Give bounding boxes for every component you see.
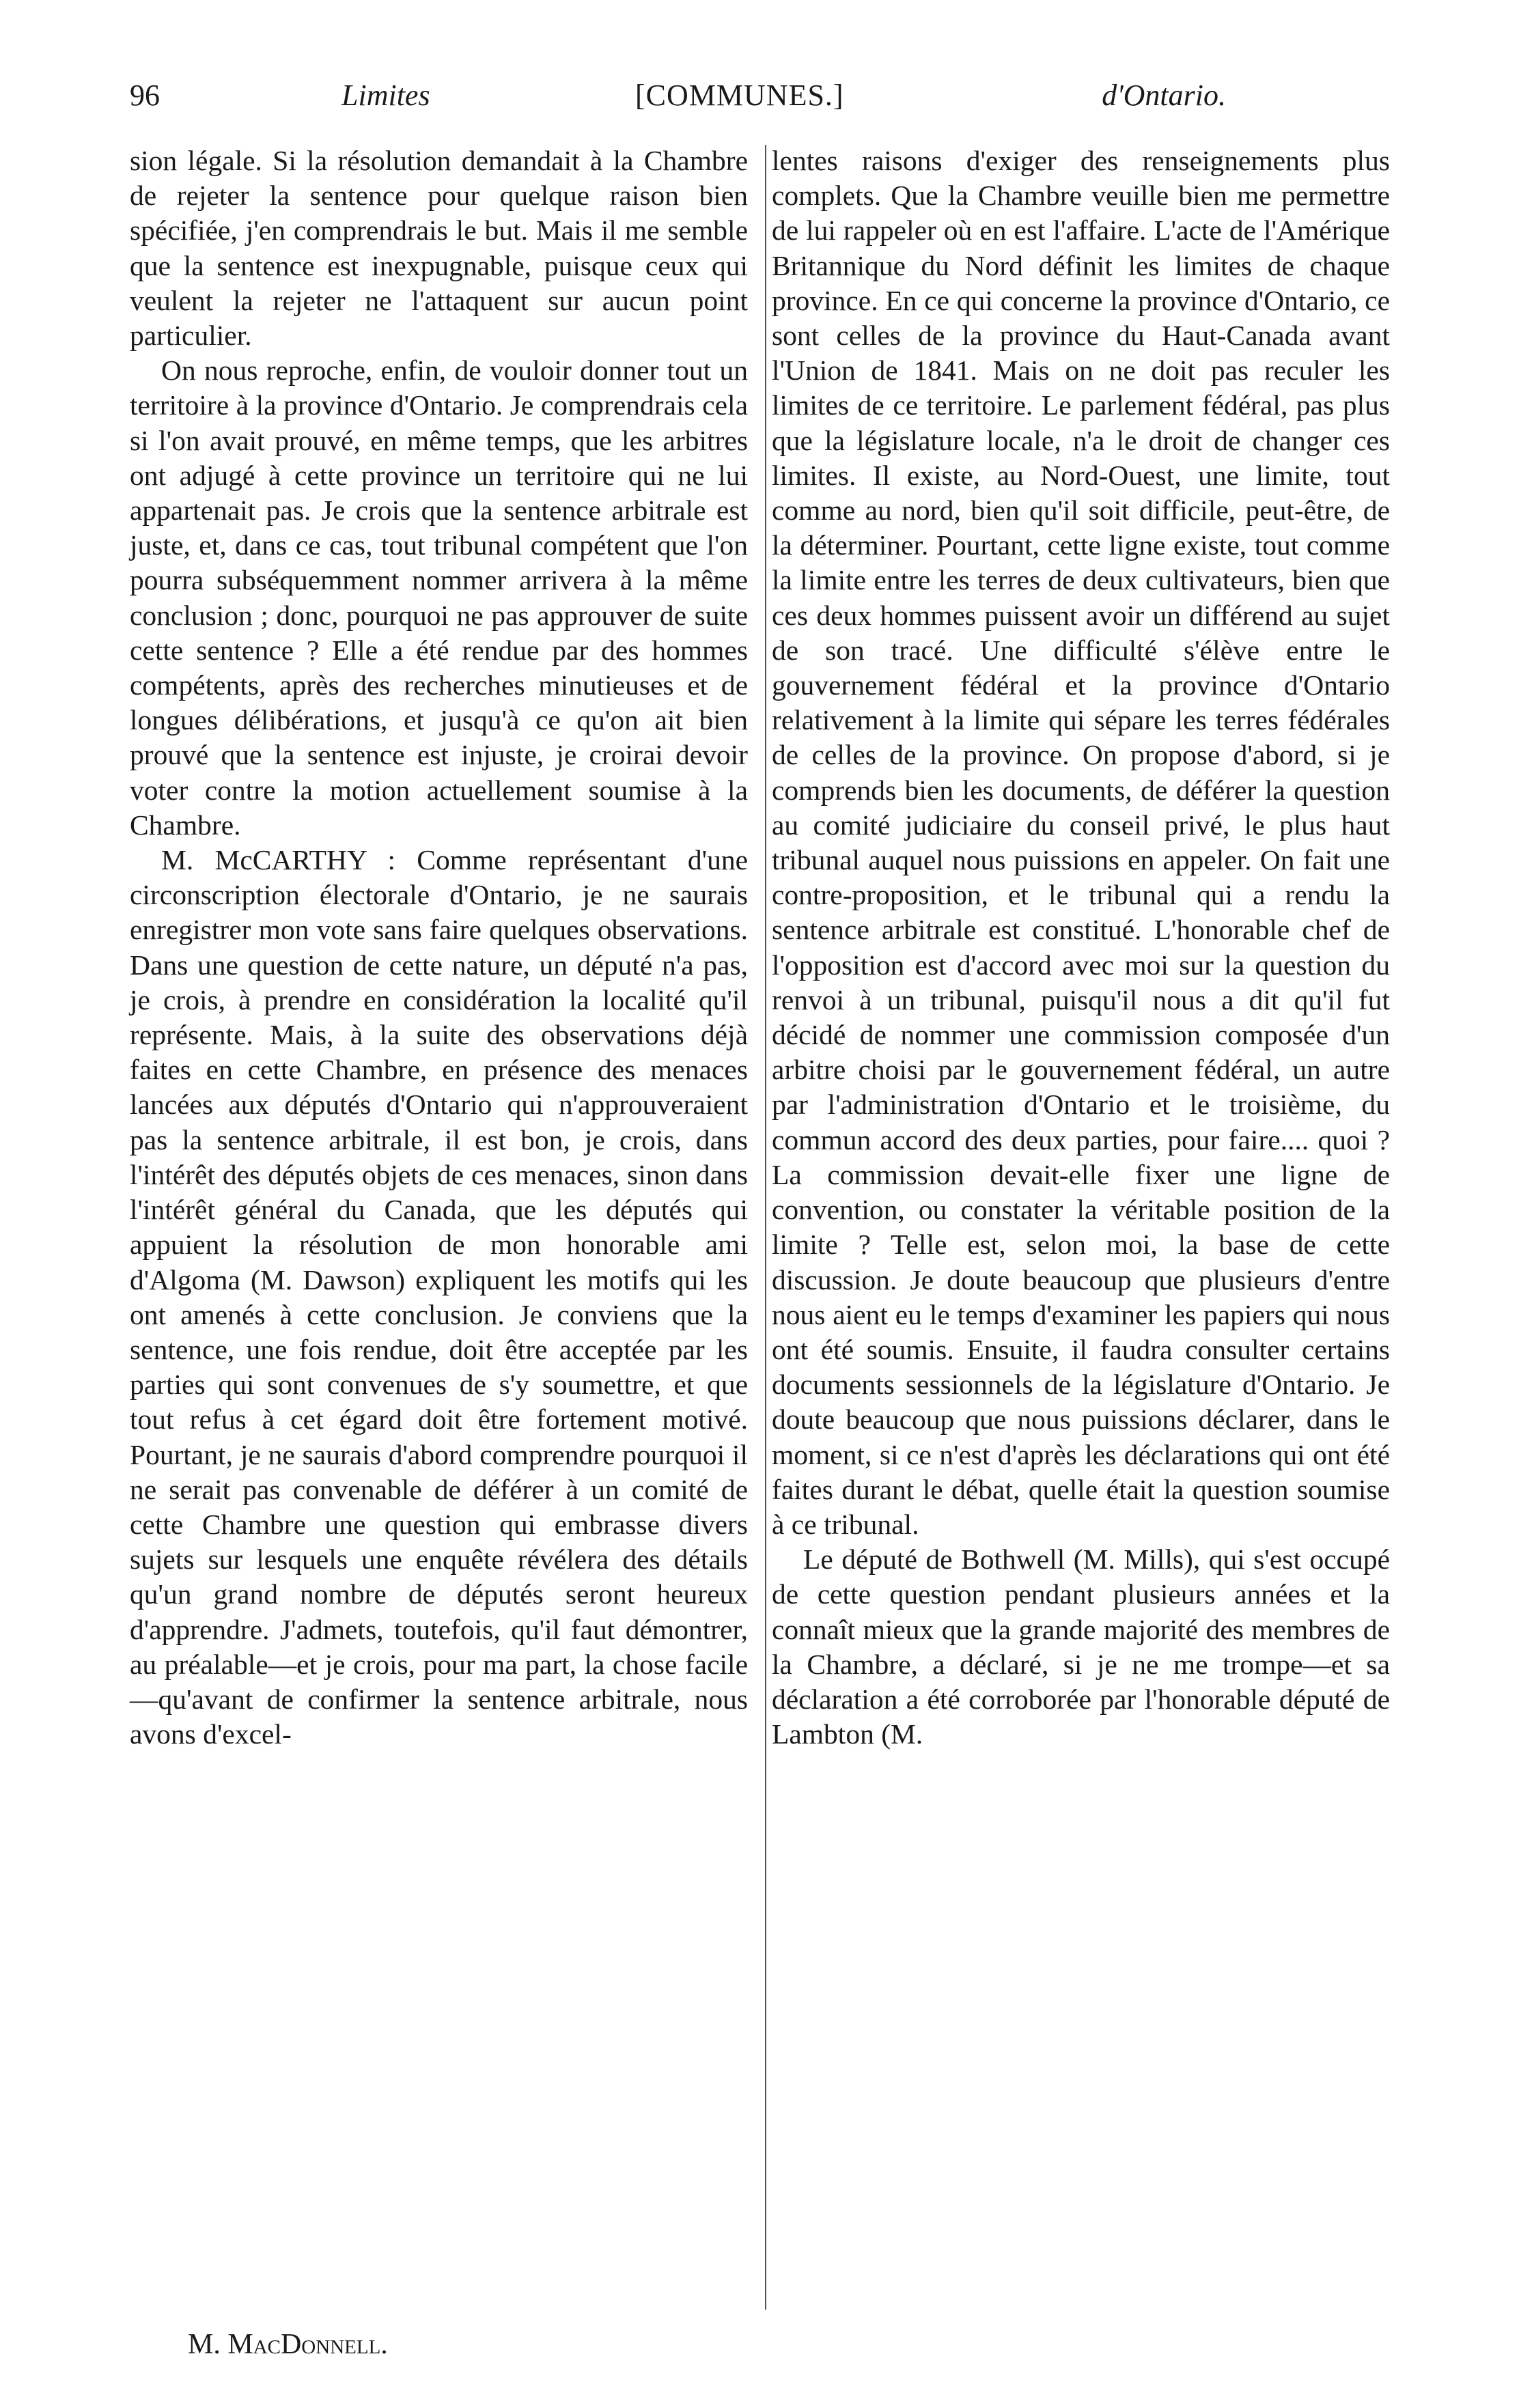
right-paragraph-1: lentes raisons d'exiger des renseignements plus complets. Que la Chambre veuille bien me permettre de lui rappeler où en est l'affaire. L'acte de l'Amérique Britannique du Nord définit les limites de chaque province. En ce qui concerne la province d'Ontario, ce sont celles de la province du Haut-Canada avant l'Union de 1841. Mais on ne doit pas reculer les limites de ce territoire. Le parlement fédéral, pas plus que la législature locale, n'a le droit de changer ces limites. Il existe, au Nord-Ouest, une limite, tout comme au nord, bien qu'il soit difficile, peut-être, de la déterminer. Pourtant, cette ligne existe, tout comme la limite entre les terres de deux cultivateurs, bien que ces deux hommes puissent avoir un différend au sujet de son tracé. Une difficulté s'élève entre le gouvernement fédéral et la province d'Ontario relativement à la limite qui sépare les terres fédérales de celles de la province. On propose d'abord, si je comprends bien les documents, de déférer la question au comité judiciaire du conseil privé, le plus haut tribunal auquel nous puissions en appeler. On fait une contre-proposition, et le tribunal qui a rendu la sentence arbitrale est constitué. L'honorable chef de l'opposition est d'accord avec moi sur la question du renvoi à un tribunal, puisqu'il nous a dit qu'il fut décidé de nommer une commission composée d'un arbitre choisi par le gouvernement fédéral, un autre par l'administration d'Ontario et le troisième, du commun accord des deux parties, pour faire.... quoi ? La commission devait-elle fixer une ligne de convention, ou constater la véritable position de la limite ? Telle est, selon moi, la base de cette discussion. Je doute beaucoup que plusieurs d'entre nous aient eu le temps d'examiner les papiers qui nous ont été soumis. Ensuite, il faudra consulter certains documents sessionnels de la législature d'Ontario. Je doute beaucoup que nous puissions déclarer, dans le moment, si ce n'est d'après les déclarations qui ont été faites durant le débat, quelle était la question soumise à ce tribunal. [772,145,1390,1540]
right-paragraph-2: Le député de Bothwell (M. Mills), qui s'est occupé de cette question pendant plusieurs années et la connaît mieux que la grande majorité des membres de la Chambre, a déclaré, si je ne me trompe—et sa déclaration a été corroborée par l'honorable député de Lambton (M. [772,1543,1390,1750]
left-paragraph-3: M. McCARTHY : Comme représentant d'une circonscription électorale d'Ontario, je ne saurais enregistrer mon vote sans faire quelques observations. Dans une question de cette nature, un député n'a pas, je crois, à prendre en considération la localité qu'il représente. Mais, à la suite des observations déjà faites en cette Chambre, en présence des menaces lancées aux députés d'Ontario qui n'approuveraient pas la sentence arbitrale, il est bon, je crois, dans l'intérêt des députés objets de ces menaces, sinon dans l'intérêt général du Canada, que les députés qui appuient la résolution de mon honorable ami d'Algoma (M. Dawson) expliquent les motifs qui les ont amenés à cette conclusion. Je conviens que la sentence, une fois rendue, doit être acceptée par les parties qui sont convenues de s'y soumettre, et que tout refus à cet égard doit être fortement motivé. Pourtant, je ne saurais d'abord comprendre pourquoi il ne serait pas convenable de déférer à un comité de cette Chambre une question qui embrasse divers sujets sur lesquels une enquête révélera des détails qu'un grand nombre de députés seront heureux d'apprendre. J'admets, toutefois, qu'il faut démontrer, au préalable—et je crois, pour ma part, la chose facile—qu'avant de confirmer la sentence arbitrale, nous avons d'excel- [130,844,748,1750]
running-header [130,72,1226,120]
right-column [772,143,1390,1752]
running-head-right: d'Ontario. [1102,79,1226,112]
left-paragraph-2: On nous reproche, enfin, de vouloir donner tout un territoire à la province d'Ontario. Je comprendrais cela si l'on avait prouvé, en même temps, que les arbitres ont adjugé à cette province un territoire qui ne lui appartenait pas. Je crois que la sentence arbitrale est juste, et, dans ce cas, tout tribunal compétent que l'on pourra subséquemment nommer arrivera à la même conclusion ; donc, pourquoi ne pas approuver de suite cette sentence ? Elle a été rendue par des hommes compétents, après des recherches minutieuses et de longues délibérations, et jusqu'à ce qu'on ait bien prouvé que la sentence est injuste, je croirai devoir voter contre la motion actuellement soumise à la Chambre. [130,354,748,841]
column-divider [765,145,766,2310]
speaker-signature: M. MacDonnell. [188,2329,388,2360]
running-head-left: Limites [341,79,430,112]
left-paragraph-1: sion légale. Si la résolution demandait à la Chambre de rejeter la sentence pour quelque raison bien spécifiée, j'en comprendrais le but. Mais il me semble que la sentence est inexpugnable, puisque ceux qui veulent la rejeter ne l'attaquent sur aucun point particulier. [130,145,748,352]
page-number: 96 [130,79,160,112]
running-head-center: [COMMUNES.] [635,79,844,112]
left-column [130,143,748,1752]
